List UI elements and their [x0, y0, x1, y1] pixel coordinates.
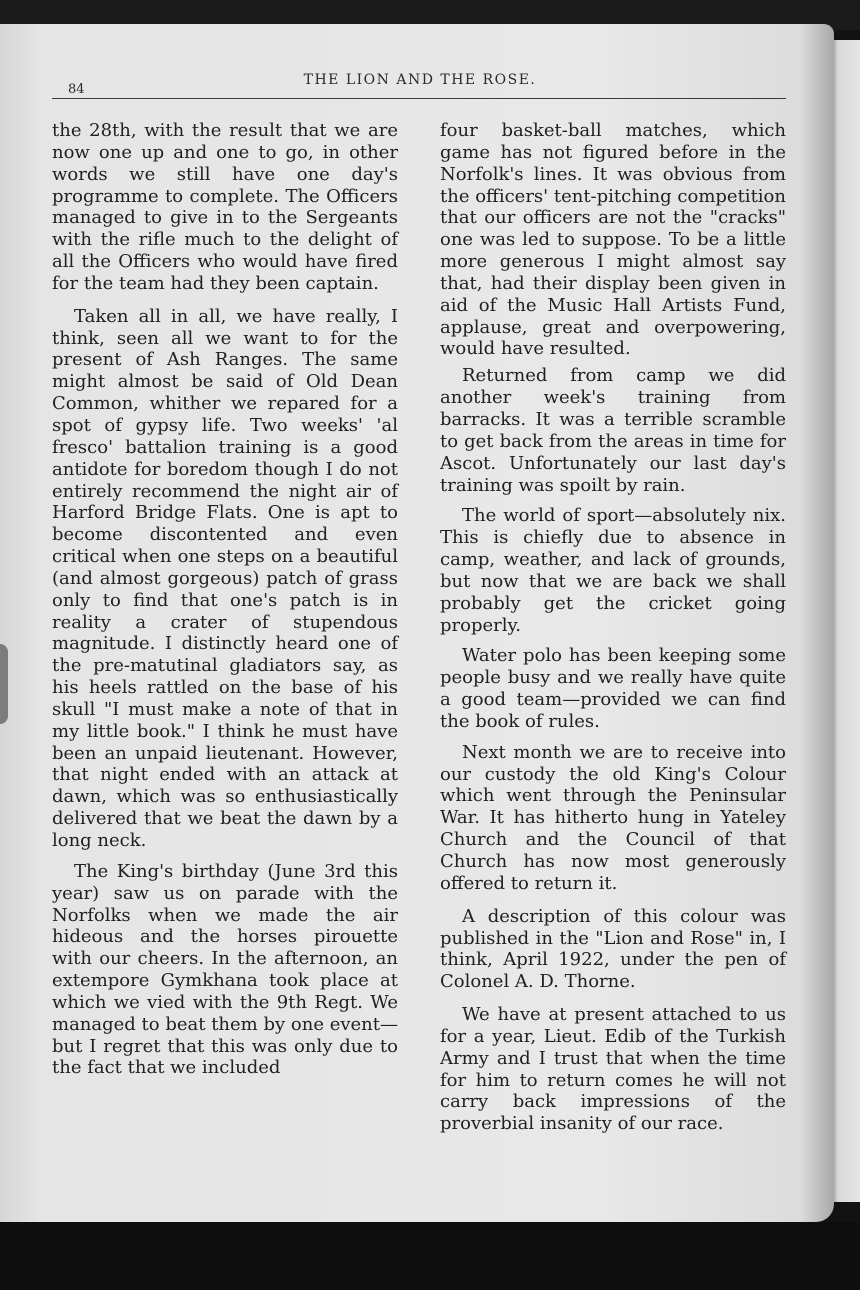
paragraph: four basket-ball matches, which game has not figured before in the Norfolk's lines. It was obvious from the officers' tent-pitching competition that our officers are not the "cracks" one was led to suppose. To be a little more generous I might almost say that, had their display been given in aid of the Music Hall Artists Fund, applause, great and overpowering, would have resulted. — [440, 120, 786, 360]
paragraph: A description of this colour was published in the "Lion and Rose" in, I think, April 1922, under the pen of Colonel A. D. Thorne. — [440, 905, 786, 993]
paragraph: Returned from camp we did another week's training from barracks. It was a terrible scramble to get back from the areas in time for Ascot. Unfortunately our last day's training was spoilt by rain. — [440, 365, 786, 496]
paragraph: We have at present attached to us for a year, Lieut. Edib of the Turkish Army and I trust that when the time for him to return comes he will not carry back impressions of the proverbial insanity of our race. — [440, 1004, 786, 1135]
background-bottom — [0, 1222, 860, 1290]
binding-shadow — [0, 644, 8, 724]
left-column — [52, 120, 398, 1079]
paragraph: Taken all in all, we have really, I think, seen all we want to for the present of Ash Ranges. The same might almost be said of Old Dean Common, whither we repared for a spot of gypsy life. Two weeks' 'al fresco' battalion training is a good antidote for boredom though I do not entirely recommend the night air of Harford Bridge Flats. One is apt to become discontented and even critical when one steps on a beautiful (and almost gorgeous) patch of grass only to find that one's patch is in reality a crater of stupendous magnitude. I distinctly heard one of the pre-matutinal gladiators say, as his heels rattled on the base of his skull "I must make a note of that in my little book." I think he must have been an unpaid lieutenant. However, that night ended with an attack at dawn, which was so enthusiastically delivered that we beat the dawn by a long neck. — [52, 305, 398, 851]
paragraph: The world of sport—absolutely nix. This is chiefly due to absence in camp, weather, and lack of grounds, but now that we are back we shall probably get the cricket going properly. — [440, 505, 786, 636]
paragraph: Water polo has been keeping some people busy and we really have quite a good team—provided we can find the book of rules. — [440, 645, 786, 732]
right-column — [440, 120, 786, 1135]
paragraph: The King's birthday (June 3rd this year) saw us on parade with the Norfolks when we made the air hideous and the horses pirouette with our cheers. In the afternoon, an extempore Gymkhana took place at which we vied with the 9th Regt. We managed to beat them by one event—but I regret that this was only due to the fact that we included — [52, 860, 398, 1079]
next-page-edge — [832, 40, 860, 1202]
header-rule — [52, 98, 786, 99]
paragraph: Next month we are to receive into our custody the old King's Colour which went through the Peninsular War. It has hitherto hung in Yateley Church and the Council of that Church has now most generously offered to return it. — [440, 741, 786, 894]
running-title: THE LION AND THE ROSE. — [303, 72, 537, 88]
paragraph: the 28th, with the result that we are now one up and one to go, in other words we still have one day's programme to complete. The Officers managed to give in to the Sergeants with the rifle much to the delight of all the Officers who would have fired for the team had they been captain. — [52, 120, 398, 294]
page-header — [52, 70, 788, 98]
page-number: 84 — [68, 82, 85, 97]
